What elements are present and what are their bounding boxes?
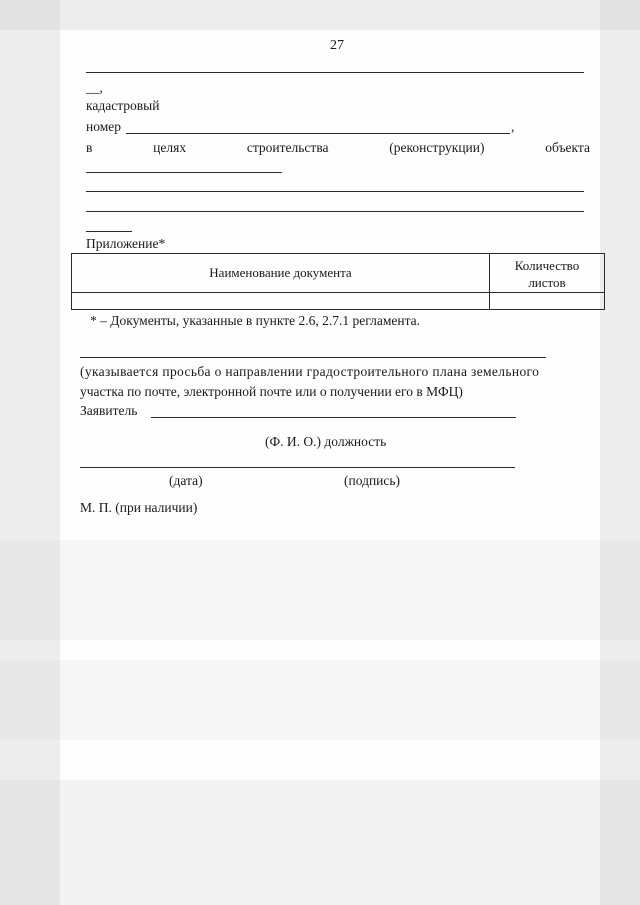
table-cell-count[interactable] [490,293,605,310]
scan-noise [0,660,640,740]
column-header-count-line1: Количество [514,258,580,273]
documents-table [71,253,605,310]
request-note-line2: участка по почте, электронной почте или о получении его в МФЦ) [80,384,463,399]
tail-mark: __, [86,80,103,95]
number-comma: , [511,119,515,134]
signature-label: (подпись) [344,473,401,488]
purpose-word: в [86,140,93,155]
page-number: 27 [330,38,344,53]
purpose-word: строительства [246,140,329,155]
object-input-line[interactable] [86,172,282,173]
object-input-line[interactable] [86,191,584,192]
table-header-row [72,254,605,293]
purpose-word: целях [153,140,187,155]
request-input-line[interactable] [80,357,546,358]
request-note-text: (указывается просьба о направлении градостроительного плана земельного [80,364,540,379]
date-label: (дата) [169,473,203,488]
form-line [86,72,584,73]
purpose-word: (реконструкции) [389,140,485,155]
scan-noise [0,540,640,640]
purpose-word: объекта [545,140,590,155]
request-note-line1 [80,364,588,380]
scan-noise [0,780,640,905]
column-header-name: Наименование документа [72,254,490,293]
scan-noise [0,0,60,905]
number-input-line[interactable] [126,133,510,134]
stamp-label: М. П. (при наличии) [80,500,198,515]
column-header-count-line2: листов [528,275,566,290]
applicant-label: Заявитель [80,403,138,418]
column-header-count [490,254,605,293]
purpose-line [86,140,590,156]
table-row[interactable] [72,293,605,310]
cadastral-label: кадастровый [86,98,160,113]
signature-input-line[interactable] [80,467,515,468]
applicant-input-line[interactable] [151,417,516,418]
number-label: номер [86,119,122,134]
object-input-line[interactable] [86,211,584,212]
fio-label: (Ф. И. О.) должность [265,434,387,449]
object-input-line[interactable] [86,231,132,232]
footnote: * – Документы, указанные в пункте 2.6, 2.7.1 регламента. [90,313,421,328]
scan-noise [0,0,640,30]
appendix-label: Приложение* [86,236,166,251]
scan-noise [600,0,640,905]
table-cell-name[interactable] [72,293,490,310]
